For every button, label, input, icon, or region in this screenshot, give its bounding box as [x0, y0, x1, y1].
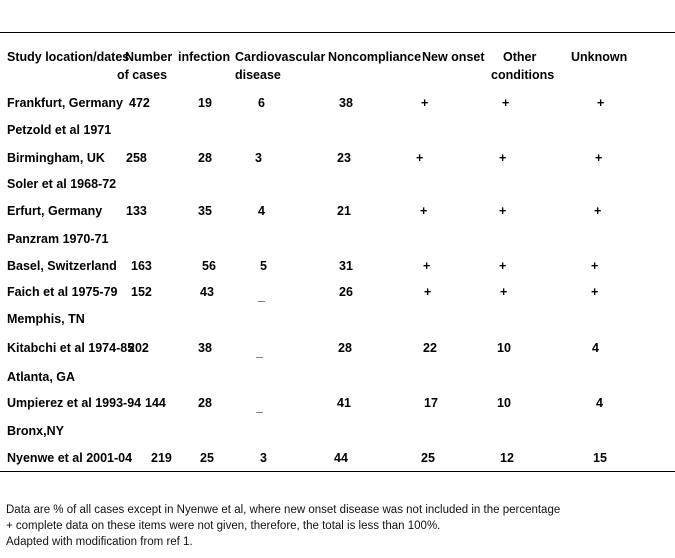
table-row-new-onset: +: [423, 259, 431, 273]
table-row-unknown: +: [595, 151, 603, 165]
header-cardiovascular-line2: disease: [235, 68, 281, 82]
table-row-study: Umpierez et al 1993-94: [7, 396, 142, 410]
header-other-line2: conditions: [491, 68, 555, 82]
table-row-study: Birmingham, UK: [7, 151, 105, 165]
table-footnotes: [6, 502, 560, 550]
table-row-cases: 472: [129, 96, 150, 110]
table-bottom-rule: [0, 471, 675, 472]
table-row-study: Nyenwe et al 2001-04: [7, 451, 133, 465]
table-row-study: Petzold et al 1971: [7, 123, 112, 137]
table-row-unknown: 4: [592, 341, 599, 355]
table-row-cases: 202: [128, 341, 149, 355]
table-row-other: +: [499, 259, 507, 273]
table-row-new-onset: +: [421, 96, 429, 110]
table-row-cases: 258: [126, 151, 147, 165]
table-row-unknown: 4: [596, 396, 603, 410]
table-row-other: +: [499, 151, 507, 165]
table-row-study: Soler et al 1968-72: [7, 177, 117, 191]
table-row-cardio: _: [256, 400, 263, 414]
table-row-infection: 43: [200, 285, 214, 299]
table-row-noncompliance: 28: [338, 341, 352, 355]
footnote-line: + complete data on these items were not given, therefore, the total is less than 100%.: [6, 520, 441, 532]
table-row-infection: 19: [198, 96, 212, 110]
table-row-cardio: 4: [258, 204, 265, 218]
table-row-noncompliance: 31: [339, 259, 353, 273]
header-other-line1: Other: [503, 50, 537, 64]
table-row-study: Erfurt, Germany: [7, 204, 103, 218]
table-row-noncompliance: 23: [337, 151, 351, 165]
table-row-unknown: +: [591, 285, 599, 299]
table-row-other: +: [502, 96, 510, 110]
table-row-study: Basel, Switzerland: [7, 259, 117, 273]
table-row-infection: 28: [198, 396, 212, 410]
table-row-unknown: +: [597, 96, 605, 110]
table-row-infection: 35: [198, 204, 212, 218]
header-infection: infection: [178, 50, 231, 64]
table-row-cardio: 3: [260, 451, 267, 465]
header-study-location: Study location/dates: [7, 50, 130, 64]
table-row-study: Memphis, TN: [7, 312, 85, 326]
header-cardiovascular-line1: Cardiovascular: [235, 50, 326, 64]
table-row-cases: 219: [151, 451, 172, 465]
table-row-study: Panzram 1970-71: [7, 232, 109, 246]
table-row-new-onset: 22: [423, 341, 437, 355]
table-row-cardio: _: [258, 289, 265, 303]
table-row-unknown: 15: [593, 451, 607, 465]
table-row-study: Atlanta, GA: [7, 370, 76, 384]
table-row-cases: 133: [126, 204, 147, 218]
table-row-infection: 38: [198, 341, 212, 355]
table-row-cardio: _: [256, 345, 263, 359]
table-row-new-onset: 25: [421, 451, 435, 465]
table-row-new-onset: +: [416, 151, 424, 165]
table-row-other: 12: [500, 451, 514, 465]
table-row-new-onset: +: [424, 285, 432, 299]
table-row-cardio: 5: [260, 259, 267, 273]
footnote-line: Adapted with modification from ref 1.: [6, 536, 193, 548]
table-row-new-onset: +: [420, 204, 428, 218]
table-row-noncompliance: 26: [339, 285, 353, 299]
header-unknown: Unknown: [571, 50, 628, 64]
table-row-other: +: [499, 204, 507, 218]
table-row-other: 10: [497, 396, 511, 410]
table-row-study: Faich et al 1975-79: [7, 285, 118, 299]
header-number-cases-line2: of cases: [117, 68, 168, 82]
table-row-study: Bronx,NY: [7, 424, 64, 438]
table-row-noncompliance: 38: [339, 96, 353, 110]
table-row-infection: 28: [198, 151, 212, 165]
table-row-noncompliance: 21: [337, 204, 351, 218]
table-row-cardio: 3: [255, 151, 262, 165]
header-new-onset: New onset: [422, 50, 485, 64]
table-row-cardio: 6: [258, 96, 265, 110]
table-row-infection: 25: [200, 451, 214, 465]
table-row-cases: 163: [131, 259, 152, 273]
table-row-new-onset: 17: [424, 396, 438, 410]
table-row-noncompliance: 41: [337, 396, 351, 410]
table-row-cases: 152: [131, 285, 152, 299]
header-number-cases-line1: Number: [125, 50, 173, 64]
table-top-rule: [0, 32, 675, 33]
header-noncompliance: Noncompliance: [328, 50, 422, 64]
table-row-infection: 56: [202, 259, 216, 273]
table-row-other: 10: [497, 341, 511, 355]
table-row-noncompliance: 44: [334, 451, 348, 465]
footnote-line: Data are % of all cases except in Nyenwe et al, where new onset disease was not included in the percentage: [6, 504, 561, 516]
table-row-other: +: [500, 285, 508, 299]
table-row-cases: 144: [145, 396, 166, 410]
table-row-unknown: +: [594, 204, 602, 218]
table-row-unknown: +: [591, 259, 599, 273]
table-row-study: Kitabchi et al 1974-85: [7, 341, 135, 355]
table-row-study: Frankfurt, Germany: [7, 96, 124, 110]
